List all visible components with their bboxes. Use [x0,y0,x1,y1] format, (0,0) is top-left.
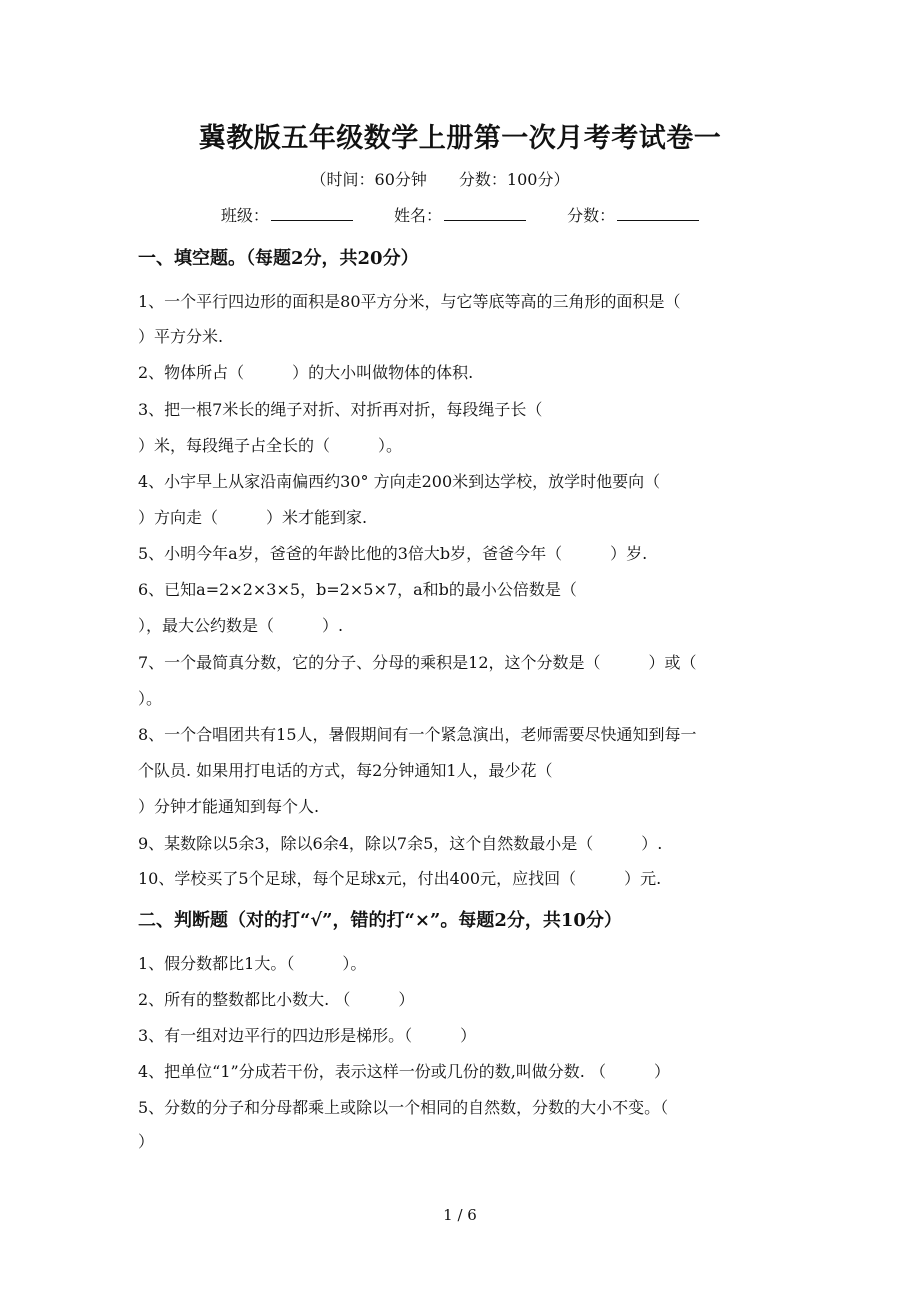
section1-heading: 一、填空题。（每题2分，共20分） [138,248,419,269]
question-line: 3、有一组对边平行的四边形是梯形。（ ） [138,1026,477,1045]
question-line: 4、把单位“1”分成若干份，表示这样一份或几份的数,叫做分数. （ ） [138,1062,670,1081]
question-line: ）平方分米. [138,327,224,346]
question-line: 1、一个平行四边形的面积是80平方分米，与它等底等高的三角形的面积是（ [138,292,681,311]
question-line: ）方向走（ ）米才能到家. [138,508,368,527]
question-line: 3、把一根7米长的绳子对折、对折再对折，每段绳子长（ [138,400,543,419]
section2-heading: 二、判断题（对的打“√”，错的打“×”。每题2分，共10分） [138,910,622,931]
page-title: 冀教版五年级数学上册第一次月考考试卷一 [198,123,722,154]
class-field [221,206,353,225]
question-line: 9、某数除以5余3，除以6余4，除以7余5，这个自然数最小是（ ）. [138,834,663,853]
name-label: 姓名： [393,206,442,225]
name-field [394,206,526,225]
question-line: ） [138,1132,155,1151]
question-line: 5、分数的分子和分母都乘上或除以一个相同的自然数，分数的大小不变。（ [138,1098,669,1117]
exam-subtitle: （时间：60分钟 分数：100分） [310,170,570,189]
question-line: 2、物体所占（ ）的大小叫做物体的体积. [138,363,474,382]
question-line: ），最大公约数是（ ）. [138,616,344,635]
page-number: 1 / 6 [443,1206,477,1224]
question-line: 6、已知a=2×2×3×5，b=2×5×7，a和b的最小公倍数是（ [138,580,577,599]
question-line: 7、一个最简真分数，它的分子、分母的乘积是12，这个分数是（ ）或（ [138,653,697,672]
class-blank[interactable] [271,206,353,221]
score-field [567,206,699,225]
question-line: 10、学校买了5个足球，每个足球x元，付出400元，应找回（ ）元. [138,869,662,888]
question-line: 个队员. 如果用打电话的方式，每2分钟通知1人，最少花（ [138,761,553,780]
question-line: ）分钟才能通知到每个人. [138,797,320,816]
name-blank[interactable] [444,206,526,221]
question-line: 5、小明今年a岁，爸爸的年龄比他的3倍大b岁，爸爸今年（ ）岁. [138,544,648,563]
score-label: 分数： [567,206,616,225]
score-blank[interactable] [617,206,699,221]
question-line: 4、小宇早上从家沿南偏西约30° 方向走200米到达学校，放学时他要向（ [138,472,661,491]
student-info-row [0,203,920,226]
question-line: ）米，每段绳子占全长的（ ）。 [138,436,403,455]
question-line: ）。 [138,689,163,708]
question-line: 2、所有的整数都比小数大. （ ） [138,990,415,1009]
question-line: 8、一个合唱团共有15人，暑假期间有一个紧急演出，老师需要尽快通知到每一 [138,725,697,744]
class-label: 班级： [220,206,269,225]
question-line: 1、假分数都比1大。（ ）。 [138,954,367,973]
